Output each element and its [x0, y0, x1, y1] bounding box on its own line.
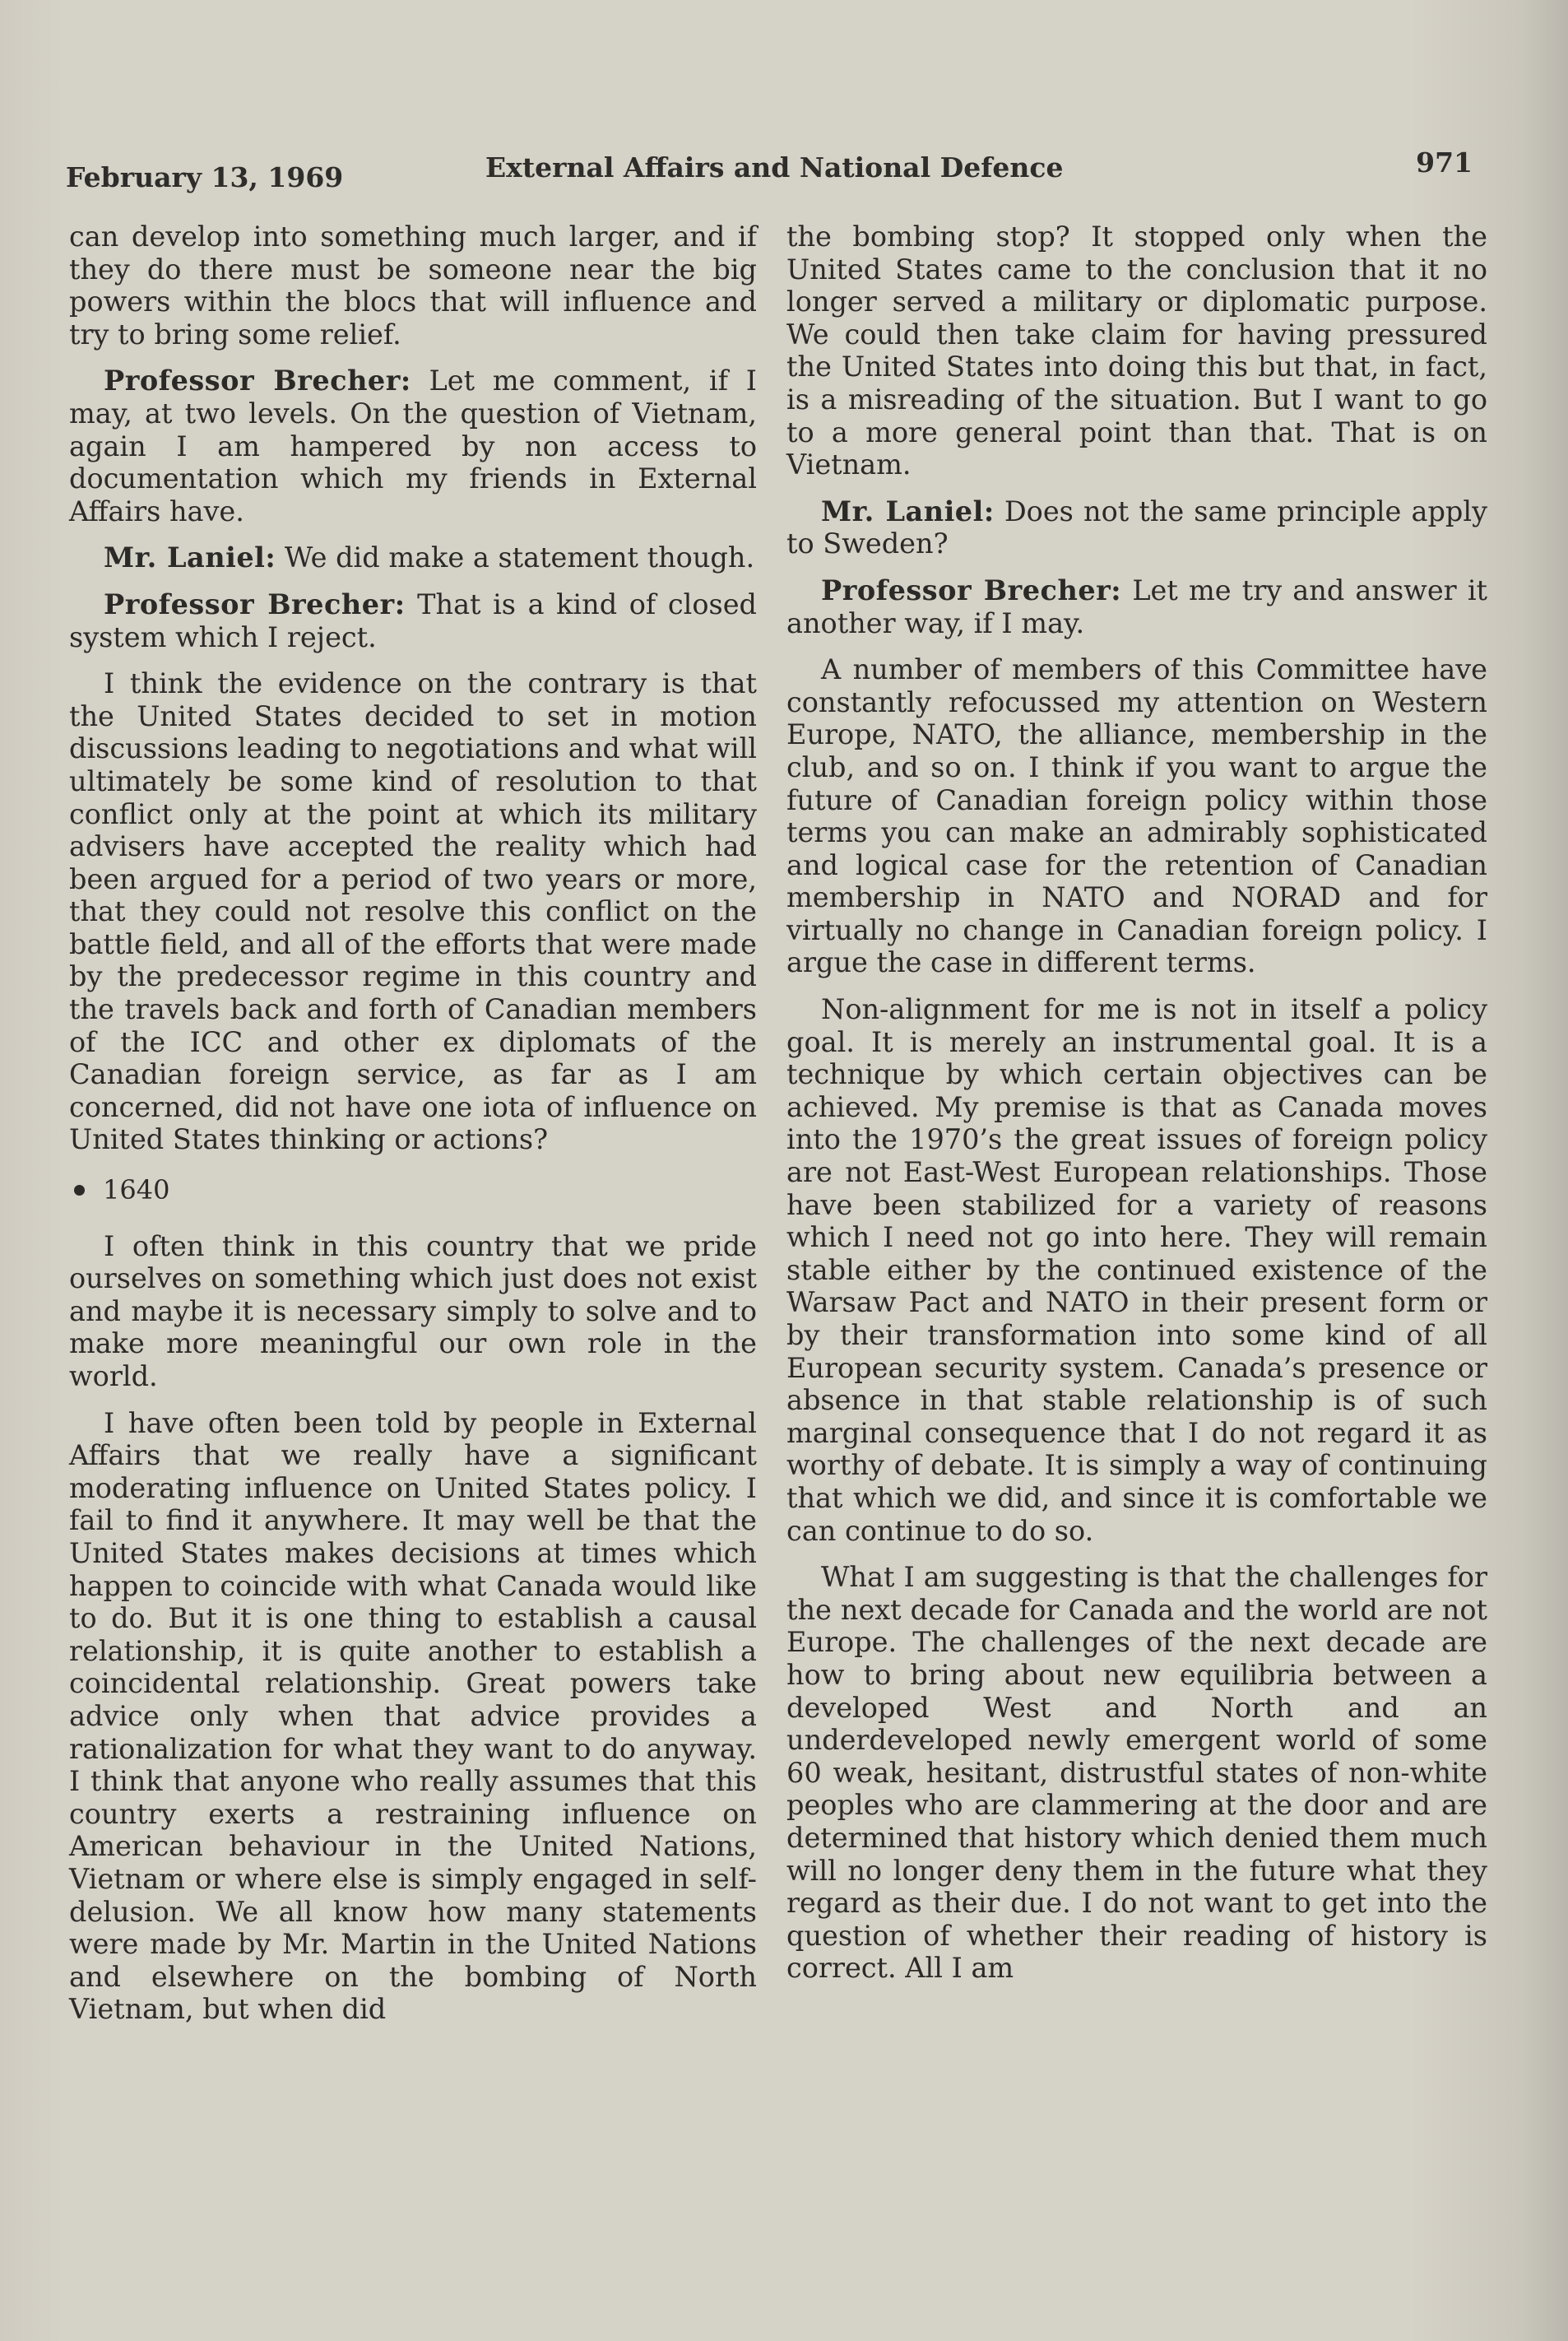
speaker-paragraph [786, 495, 1487, 560]
speech-text: Does not the same principle apply to Sweden? [786, 495, 1487, 560]
speaker-name: Professor Brecher: [104, 365, 411, 397]
paragraph: I think the evidence on the contrary is that the United States decided to set in motion discussions leading to negotiations and what will ultimately be some kind of resolution to that conflict only at the point at which its military advisers have accepted the reality which had been argued for a period of two years or more, that they could not resolve this conflict on the battle field, and all of the efforts that were made by the predecessor regime in this country and the travels back and forth of Canadian members of the ICC and other ex diplomats of the Canadian foreign service, as far as I am concerned, did not have one iota of influence on United States thinking or actions? [69, 667, 757, 1156]
speech-text: That is a kind of closed system which I reject. [69, 588, 757, 653]
speaker-paragraph [69, 365, 757, 527]
speech-text: Let me comment, if I may, at two levels. On the question of Vietnam, again I am hampered by non access to documentation which my friends in External Affairs have. [69, 365, 757, 527]
speaker-paragraph [69, 541, 757, 574]
right-column [786, 221, 1487, 1999]
paragraph: A number of members of this Committee have constantly refocussed my attention on Western Europe, NATO, the alliance, membership in the club, and so on. I think if you want to argue the future of Canadian foreign policy within those terms you can make an admirably sophisticated and logical case for the retention of Canadian membership in NATO and NORAD and for virtually no change in Canadian foreign policy. I argue the case in different terms. [786, 653, 1487, 979]
time-marker [69, 1174, 757, 1207]
paragraph: I have often been told by people in External Affairs that we really have a significant moderating influence on United States policy. I fail to find it anywhere. It may well be that the United States makes decisions at times which happen to coincide with what Canada would like to do. But it is one thing to establish a causal relationship, it is quite another to establish a coincidental relationship. Great powers take advice only when that advice provides a rationalization for what they want to do anyway. I think that anyone who really assumes that this country exerts a restraining influence on American behaviour in the United Nations, Vietnam or where else is simply engaged in self-delusion. We all know how many statements were made by Mr. Martin in the United Nations and elsewhere on the bombing of North Vietnam, but when did [69, 1406, 757, 2026]
paragraph: What I am suggesting is that the challenges for the next decade for Canada and the world are not Europe. The challenges of the next decade are how to bring about new equilibria between a developed West and North and an underdeveloped newly emergent world of some 60 weak, hesitant, distrustful states of non-white peoples who are clammering at the door and are determined that history which denied them much will no longer deny them in the future what they regard as their due. I do not want to get into the question of whether their reading of history is correct. All I am [786, 1561, 1487, 1985]
speaker-paragraph [69, 588, 757, 653]
speech-text: Let me try and answer it another way, if I may. [786, 574, 1487, 639]
speaker-name: Professor Brecher: [821, 574, 1122, 606]
paragraph: the bombing stop? It stopped only when the United States came to the conclusion that it no longer served a military or diplomatic purpose. We could then take claim for having pressured the United States into doing this but that, in fact, is a misreading of the situation. But I want to go to a more general point than that. That is on Vietnam. [786, 221, 1487, 481]
bullet-icon [74, 1185, 85, 1196]
speaker-paragraph [786, 574, 1487, 639]
header-date: February 13, 1969 [66, 161, 344, 193]
speaker-name: Professor Brecher: [104, 588, 406, 620]
speaker-name: Mr. Laniel: [104, 541, 276, 574]
time-marker-text: 1640 [103, 1174, 170, 1206]
paragraph: can develop into something much larger, and if they do there must be someone near the big powers within the blocs that will influence and try to bring some relief. [69, 221, 757, 351]
speech-text: We did make a statement though. [284, 541, 755, 574]
left-column [69, 221, 757, 2040]
paragraph: I often think in this country that we pride ourselves on something which just does not exist and maybe it is necessary simply to solve and to make more meaningful our own role in the world. [69, 1229, 757, 1392]
header-title: External Affairs and National Defence [485, 151, 1064, 183]
speaker-name: Mr. Laniel: [821, 495, 995, 527]
paragraph: Non-alignment for me is not in itself a policy goal. It is merely an instrumental goal. It is a technique by which certain objectives can be achieved. My premise is that as Canada moves into the 1970’s the great issues of foreign policy are not East-West European relationships. Those have been stabilized for a variety of reasons which I need not go into here. They will remain stable either by the continued existence of the Warsaw Pact and NATO in their present form or by their transformation into some kind of all European security system. Canada’s presence or absence in that stable relationship is of such marginal consequence that I do not regard it as worthy of debate. It is simply a way of continuing that which we did, and since it is comfortable we can continue to do so. [786, 993, 1487, 1547]
running-header [66, 146, 1473, 199]
page-number: 971 [1416, 146, 1473, 179]
